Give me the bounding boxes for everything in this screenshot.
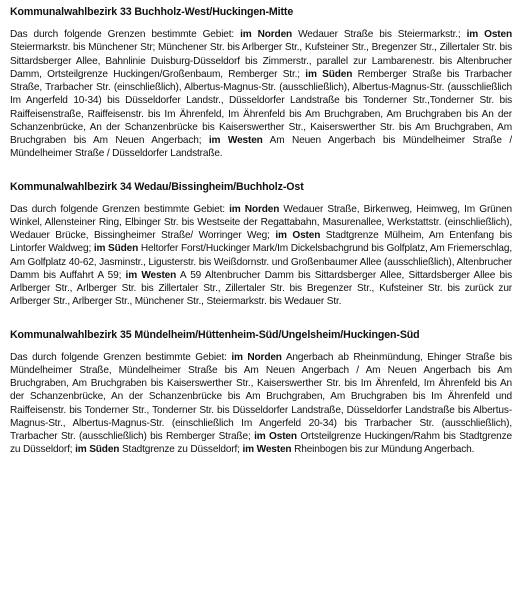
district-33-description [10,28,512,161]
boundary-text: Rheinbogen bis zur Mündung Angerbach. [291,444,475,456]
district-34-description [10,203,512,309]
boundary-text: Wedauer Straße, Birkenweg, Heimweg, Im Grünen Winkel, Allensteiner Ring, Elbinger Str. bis Westseite der Regattabahn, Masurenallee, Werkstattstr. (einschließlich), Wedauer Brücke, Bissingheimer Straße/ Worringer Weg; [10,203,513,241]
boundary-text: Heltorfer Forst/Huckinger Mark/Im Dickelsbachgrund bis Golfplatz, Am Friemerschlag, Am Golfplatz 40-62, Jasminstr., Ligusterstr. bis Weißdornstr. und Großenbaumer Allee (ausschließlich), Altenbrucher Damm bis Auffahrt A 59; [10,243,512,281]
boundary-text: Das durch folgende Grenzen bestimmte Gebiet: [10,203,230,215]
district-33-heading: Kommunalwahlbezirk 33 Buchholz-West/Huckingen-Mitte [10,6,294,18]
district-35-description [10,351,512,457]
direction-label: im Süden [93,243,139,255]
direction-label: im Süden [75,444,120,456]
boundary-text: Stadtgrenze Mülheim, Am Entenfang bis Lintorfer Waldweg; [10,230,512,255]
direction-label: im Westen [242,444,292,456]
boundary-text: Wedauer Straße bis Steiermarkstr.; [292,29,467,40]
district-35-heading: Kommunalwahlbezirk 35 Mündelheim/Hüttenheim-Süd/Ungelsheim/Huckingen-Süd [10,328,420,341]
direction-label: im Norden [229,203,280,215]
boundary-text: Ortsteilgrenze Huckingen/Rahm bis Stadtgrenze zu Düsseldorf; [10,431,512,456]
boundary-text: Das durch folgende Grenzen bestimmte Gebiet: [10,29,241,40]
district-34-heading: Kommunalwahlbezirk 34 Wedau/Bissingheim/Buchholz-Ost [10,180,304,193]
district-35-section [10,329,512,457]
direction-label: im Süden [305,68,353,80]
direction-label: im Osten [466,29,512,40]
district-34-section [10,181,512,309]
direction-label: im Osten [275,230,321,241]
boundary-text: Remberger Straße bis Trarbacher Straße, Trarbacher Str. (einschließlich), Albertus-Magnus-Str. (ausschließlich), Albertus-Magnus-Str. (ausschließlich Im Angerfeld 10-34) bis Düsseldorfer Landstr., Düsseldorfer Landstraße bis Tonderner Str.,Tonderner Str. bis Raiffeisenstraße, Raiffeisenstr. bis Im Ährenfeld, Im Ährenfeld bis Am Bruchgraben, Am Bruchgraben bis An der Schanzenbrücke, An der Schanzenbrücke bis Kaiserswerther Str., Kaiserswerther Str. bis Am Bruchgraben, Am Bruchgraben bis Am Neuen Angerbach; [10,68,512,146]
direction-label: im Norden [240,29,293,40]
district-33-section [10,6,512,161]
boundary-text: Angerbach ab Rheinmündung, Ehinger Straße bis Mündelheimer Straße, Mündelheimer Straße bis Am Neuen Angerbach / Am Neuen Angerbach bis Am Bruchgraben, Am Bruchgraben bis Kaiserswerther Str., Kaiserswerther Str. bis Im Ährenfeld, Im Ährenfeld bis An der Schanzenbrücke, An der Schanzenbrücke bis Am Bruchgraben, Am Bruchgraben bis Im Ährenfeld und Raiffeisenstr. bis Tonderner Str., Tonderner Str. bis Düsseldorfer Landstraße, Düsseldorfer Landstraße bis Albertus-Magnus-Str., Albertus-Magnus-Str. (einschließlich Im Angerfeld 20-34) bis Trarbacher Str. (ausschließlich), Trarbacher Str. (ausschließlich) bis Remberger Straße; [10,351,512,442]
boundary-text: Am Neuen Angerbach bis Mündelheimer Straße / Mündelheimer Straße / Düsseldorfer Landstraße. [10,135,512,160]
boundary-text: A 59 Altenbrucher Damm bis Sittardsberger Allee, Sittardsberger Allee bis Arlberger Str., Arlberger Str. bis Zillertaler Str., Zillertaler Str. bis Bregenzer Str., Kufsteiner Str. bis zurück zur Arlberger Str., Arlberger Str., Münchener Str., Steiermarkstr. bis Wedauer Str. [10,269,512,308]
direction-label: im Osten [254,431,297,442]
direction-label: im Westen [125,269,177,281]
boundary-text: Stadtgrenze zu Düsseldorf; [119,444,243,456]
direction-label: im Norden [231,351,282,363]
boundary-text: Das durch folgende Grenzen bestimmte Gebiet: [10,351,232,363]
direction-label: im Westen [208,135,263,146]
boundary-text: Steiermarkstr. bis Münchener Str; Münchener Str. bis Arlberger Str., Kufsteiner Str., Bregenzer Str., Zillertaler Str. bis Sittardsberger Allee, Bahnlinie Duisburg-Düsseldorf bis Zimmerstr., parallel zur Lambarenestr. bis Altenbrucher Damm, Ortsteilgrenze Huckingen/Großenbaum, Remberger Str.; [10,42,512,80]
